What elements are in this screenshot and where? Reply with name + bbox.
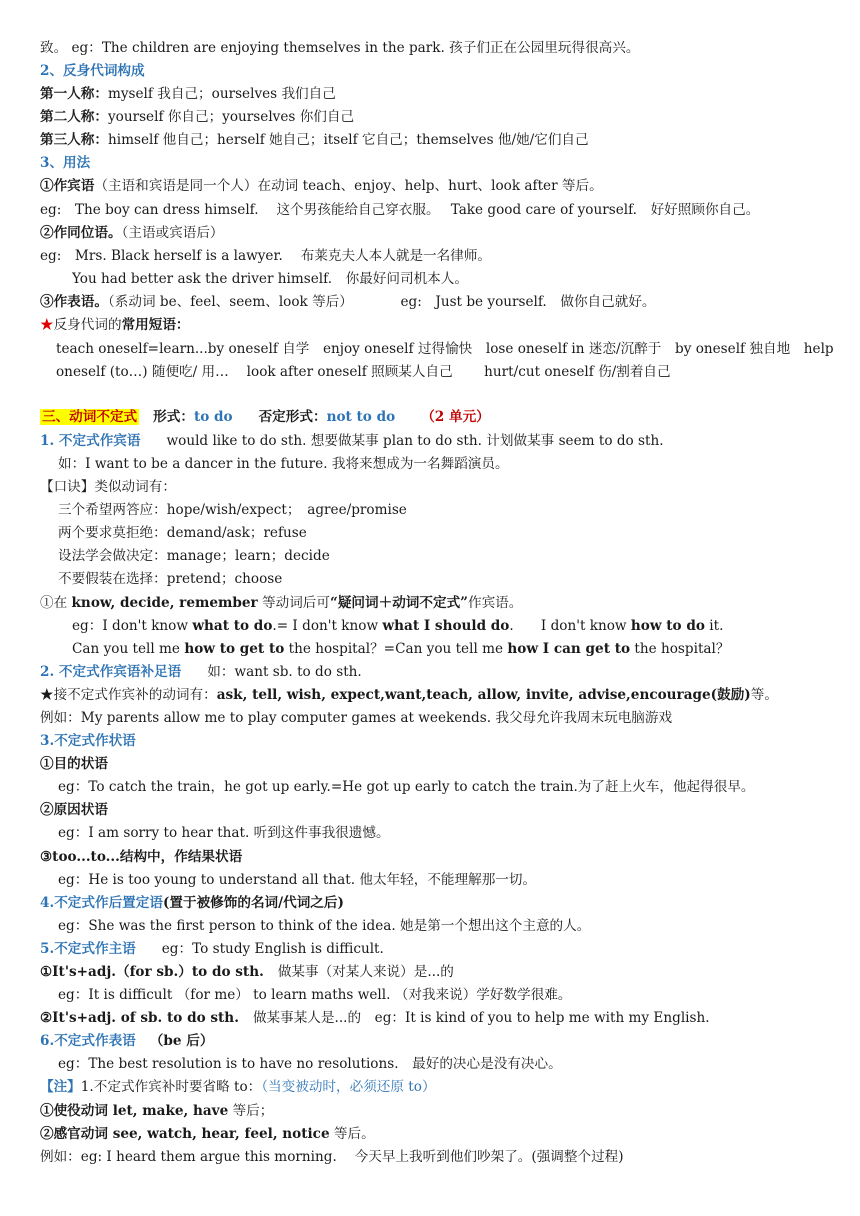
example-text: .= I don't know: [272, 618, 383, 634]
object-complement-text: 如：want sb. to do sth.: [207, 664, 362, 680]
predicative-infinitive-line: [40, 1032, 842, 1050]
subject-pattern-1: [40, 963, 842, 981]
too-to-example: eg：He is too young to understand all that. 他太年轻，不能理解那一切。: [58, 872, 537, 888]
object-infinitive-heading: 1. 不定式作宾语: [40, 433, 141, 449]
causative-line: [40, 1102, 842, 1120]
predicative-infinitive-heading: 6.不定式作表语: [40, 1033, 136, 1049]
sense-verb-label: ②感官动词 see, watch, hear, feel, notice: [40, 1126, 330, 1142]
second-person-text: yourself 你自己；yourselves 你们自己: [107, 109, 355, 125]
example-bold: how to get to: [184, 641, 285, 657]
form-value: to do: [193, 409, 233, 425]
appositive-line: [40, 224, 842, 242]
object-usage-line: [40, 177, 842, 195]
rhyme-line-2: 两个要求莫拒绝：demand/ask；refuse: [58, 525, 307, 541]
predicative-infinitive-note: （be 后）: [149, 1033, 214, 1049]
star-icon: ★: [40, 317, 54, 333]
verbs-lead: ★接不定式作宾补的动词有：: [40, 687, 217, 703]
phrases-line-1: teach oneself=learn...by oneself 自学 enjoy oneself 过得愉快 lose oneself in 迷恋/沉醉于 by oneself 独自地 help: [56, 341, 834, 357]
reason-label: ②原因状语: [40, 802, 108, 818]
example-text: eg：I don't know: [72, 618, 193, 634]
example-text: it.: [704, 618, 724, 634]
too-to-label: ③too...to...结构中，作结果状语: [40, 849, 243, 865]
sense-verb-tail: 等后。: [329, 1126, 375, 1142]
note-passive-hint: （当变被动时，必须还原 to）: [261, 1079, 436, 1095]
object-infinitive-line: [40, 432, 842, 450]
negative-form-label: 否定形式：: [258, 409, 327, 425]
example-bold: what I should do: [382, 618, 510, 634]
reason-example: eg：I am sorry to hear that. 听到这件事我很遗憾。: [58, 825, 390, 841]
usage-heading: 3、用法: [40, 155, 91, 171]
predicative-label: ③作表语。: [40, 294, 108, 310]
predicative-line: [40, 293, 842, 311]
object-infinitive-text: would like to do sth. 想要做某事 plan to do sth. 计划做某事 seem to do sth.: [166, 433, 664, 449]
attributive-line: [40, 894, 842, 912]
example-text: Can you tell me: [72, 641, 185, 657]
predicative-infinitive-example: eg：The best resolution is to have no resolutions. 最好的决心是没有决心。: [58, 1056, 562, 1072]
subject-pattern-1-text: 做某事（对某人来说）是...的: [277, 964, 454, 980]
third-person-label: 第三人称：: [40, 132, 108, 148]
purpose-label: ①目的状语: [40, 756, 108, 772]
sense-verb-line: [40, 1125, 842, 1143]
object-complement-line: [40, 663, 842, 681]
note-label: 【注】: [40, 1079, 81, 1095]
form-label: 形式：: [153, 409, 194, 425]
purpose-example: eg：To catch the train，he got up early.=He got up early to catch the train.为了赶上火车，他起得很早。: [58, 779, 755, 795]
rhyme-line-3: 设法学会做决定：manage；learn；decide: [58, 548, 330, 564]
example-bold: how to do: [630, 618, 705, 634]
verbs-list: ask, tell, wish, expect,want,teach, allow, invite, advise,encourage(鼓励): [216, 687, 751, 703]
question-word-example-1: [72, 617, 842, 635]
rhyme-line-4: 不要假装在选择：pretend；choose: [58, 571, 283, 587]
attributive-example: eg：She was the first person to think of the idea. 她是第一个想出这个主意的人。: [58, 918, 591, 934]
second-person-label: 第二人称：: [40, 109, 108, 125]
note-line: [40, 1078, 842, 1096]
example-text: the hospital？=Can you tell me: [284, 641, 508, 657]
second-person-line: [40, 108, 842, 126]
infinitive-section-title: 三、动词不定式: [42, 409, 138, 425]
adverbial-heading: 3.不定式作状语: [40, 733, 136, 749]
rhyme-line-1: 三个希望两答应：hope/wish/expect； agree/promise: [58, 502, 407, 518]
first-person-text: myself 我自己；ourselves 我们自己: [107, 86, 336, 102]
example-text: . I don't know: [509, 618, 631, 634]
rhyme-label: 【口诀】类似动词有：: [40, 479, 176, 495]
subject-pattern-2-label: ②It's+adj. of sb. to do sth.: [40, 1010, 239, 1026]
predicative-text: （系动词 be、feel、seem、look 等后） eg: Just be yourself. 做你自己就好。: [107, 294, 656, 310]
question-rule-part: 等动词后可: [257, 595, 330, 611]
example-bold: how I can get to: [507, 641, 631, 657]
subject-pattern-1-label: ①It's+adj.（for sb.）to do sth.: [40, 964, 264, 980]
question-rule-pattern: “疑问词＋动词不定式”: [330, 595, 468, 611]
first-person-line: [40, 85, 842, 103]
question-word-rule: [40, 594, 842, 612]
appositive-example-1: eg: Mrs. Black herself is a lawyer. 布莱克夫人本人就是一名律师。: [40, 248, 492, 264]
subject-heading: 5.不定式作主语: [40, 941, 136, 957]
third-person-line: [40, 131, 842, 149]
subject-example: eg：To study English is difficult.: [161, 941, 384, 957]
object-usage-example: eg: The boy can dress himself. 这个男孩能给自己穿衣服。 Take good care of yourself. 好好照顾你自己。: [40, 202, 760, 218]
phrases-label-b: 常用短语：: [121, 317, 190, 333]
question-rule-part: 作宾语。: [467, 595, 523, 611]
question-rule-verbs: know, decide, remember: [71, 595, 258, 611]
object-usage-label: ①作宾语: [40, 178, 95, 194]
causative-tail: 等后；: [228, 1103, 274, 1119]
attributive-note: (置于被修饰的名词/代词之后): [162, 895, 344, 911]
first-person-label: 第一人称：: [40, 86, 108, 102]
phrases-label-a: 反身代词的: [53, 317, 122, 333]
appositive-example-2: You had better ask the driver himself. 你最好问司机本人。: [72, 271, 468, 287]
appositive-text: （主语或宾语后）: [121, 225, 224, 241]
question-rule-part: ①在: [40, 595, 72, 611]
final-example: 例如：eg: I heard them argue this morning. 今天早上我听到他们吵架了。(强调整个过程): [40, 1149, 624, 1165]
object-usage-text: （主语和宾语是同一个人）在动词 teach、enjoy、help、hurt、look after 等后。: [94, 178, 603, 194]
intro-tail-line: 致。 eg：The children are enjoying themselves in the park. 孩子们正在公园里玩得很高兴。: [40, 40, 640, 56]
infinitive-section-title-line: [40, 408, 842, 426]
example-text: the hospital？: [630, 641, 730, 657]
unit-label: （2 单元）: [421, 409, 490, 425]
example-bold: what to do: [192, 618, 273, 634]
object-complement-verbs: [40, 686, 842, 704]
third-person-text: himself 他自己；herself 她自己；itself 它自己；themselves 他/她/它们自己: [107, 132, 589, 148]
object-complement-heading: 2. 不定式作宾语补足语: [40, 664, 182, 680]
appositive-label: ②作同位语。: [40, 225, 122, 241]
object-infinitive-example: 如：I want to be a dancer in the future. 我将来想成为一名舞蹈演员。: [58, 456, 509, 472]
subject-line: [40, 940, 842, 958]
phrases-line-2: oneself (to…) 随便吃/ 用… look after oneself 照顾某人自己 hurt/cut oneself 伤/割着自己: [56, 364, 671, 380]
subject-pattern-1-example: eg：It is difficult （for me） to learn maths well. （对我来说）学好数学很难。: [58, 987, 572, 1003]
phrases-heading: [40, 316, 842, 334]
verbs-tail: 等。: [750, 687, 778, 703]
formation-heading: 2、反身代词构成: [40, 63, 145, 79]
causative-label: ①使役动词 let, make, have: [40, 1103, 229, 1119]
question-word-example-2: [72, 640, 842, 658]
negative-form-value: not to do: [326, 409, 396, 425]
subject-pattern-2: [40, 1009, 842, 1027]
attributive-heading: 4.不定式作后置定语: [40, 895, 163, 911]
object-complement-example: 例如：My parents allow me to play computer games at weekends. 我父母允许我周末玩电脑游戏: [40, 710, 673, 726]
note-text: 1.不定式作宾补时要省略 to：: [80, 1079, 262, 1095]
subject-pattern-2-text: 做某事某人是...的 eg：It is kind of you to help me with my English.: [252, 1010, 710, 1026]
